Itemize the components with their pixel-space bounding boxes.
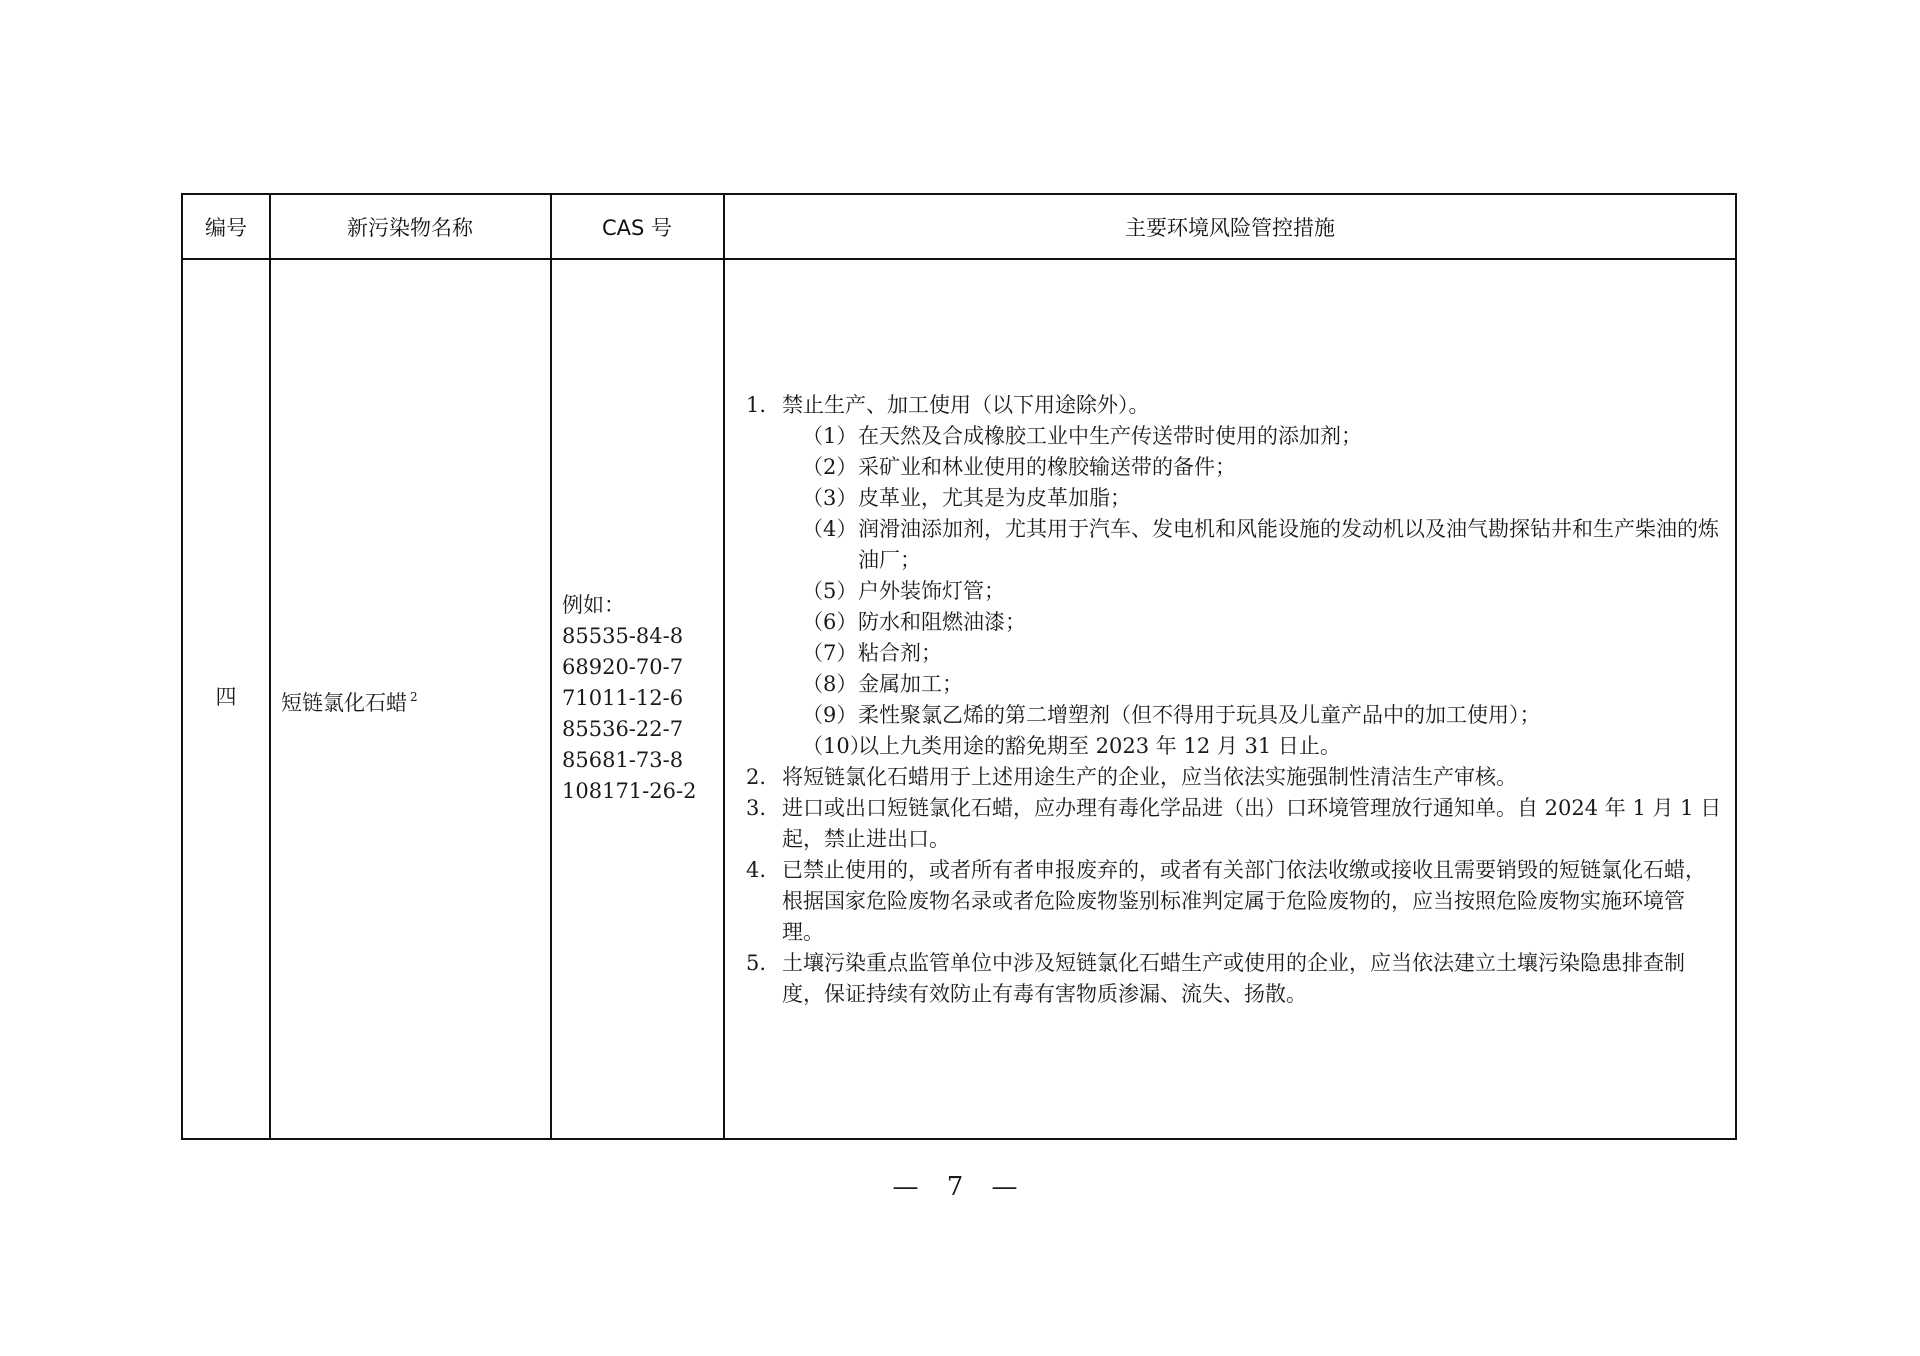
measure-text: 土壤污染重点监管单位中涉及短链氯化石蜡生产或使用的企业，应当依法建立土壤污染隐患排查制度，保证持续有效防止有毒有害物质渗漏、流失、扬散。	[782, 951, 1685, 1006]
header-risk-measures: 主要环境风险管控措施	[1125, 215, 1335, 240]
sub-measure-text: 柔性聚氯乙烯的第二增塑剂（但不得用于玩具及儿童产品中的加工使用）；	[858, 703, 1541, 727]
cas-number: 85681-73-8	[562, 748, 684, 772]
measure-number: 3.	[746, 796, 767, 820]
measure-number: 5.	[746, 951, 767, 975]
measure-text: 将短链氯化石蜡用于上述用途生产的企业，应当依法实施强制性清洁生产审核。	[782, 765, 1517, 789]
sub-measure-item	[746, 514, 1726, 576]
row-number: 四	[215, 685, 237, 709]
measure-text: 进口或出口短链氯化石蜡，应办理有毒化学品进（出）口环境管理放行通知单。自 2024 年 1 月 1 日起，禁止进出口。	[782, 796, 1722, 851]
cas-intro: 例如：	[562, 593, 625, 617]
sub-measure-text: 润滑油添加剂，尤其用于汽车、发电机和风能设施的发动机以及油气勘探钻井和生产柴油的炼油厂；	[858, 517, 1719, 572]
measure-item	[746, 855, 1726, 948]
header-cas-number: CAS 号	[601, 215, 673, 240]
pollutant-name-text: 短链氯化石蜡	[281, 691, 407, 715]
sub-measure-number: （4）	[802, 517, 858, 541]
sub-measure-number: （2）	[802, 455, 858, 479]
sub-measure-item	[746, 669, 1726, 700]
sub-measure-text: 粘合剂；	[858, 641, 942, 665]
sub-measure-number: （10）	[802, 734, 871, 758]
header-number: 编号	[205, 215, 247, 240]
column-divider	[723, 195, 725, 1138]
sub-measure-number: （1）	[802, 424, 858, 448]
cas-number: 85535-84-8	[562, 624, 684, 648]
sub-measure-text: 金属加工；	[858, 672, 963, 696]
cas-number: 71011-12-6	[562, 686, 684, 710]
sub-measure-text: 采矿业和林业使用的橡胶输送带的备件；	[858, 455, 1236, 479]
sub-measure-item	[746, 421, 1726, 452]
sub-measure-number: （9）	[802, 703, 858, 727]
footnote-marker: 2	[410, 690, 418, 704]
sub-measure-number: （7）	[802, 641, 858, 665]
pollutant-table	[181, 193, 1737, 1140]
sub-measure-item	[746, 700, 1726, 731]
cas-list	[562, 590, 696, 807]
measure-item	[746, 762, 1726, 793]
measure-text: 已禁止使用的，或者所有者申报废弃的，或者有关部门依法收缴或接收且需要销毁的短链氯化石蜡，根据国家危险废物名录或者危险废物鉴别标准判定属于危险废物的，应当按照危险废物实施环境管理。	[782, 858, 1706, 944]
sub-measure-text: 在天然及合成橡胶工业中生产传送带时使用的添加剂；	[858, 424, 1362, 448]
sub-measure-number: （3）	[802, 486, 858, 510]
measure-number: 1.	[746, 393, 767, 417]
sub-measure-item	[746, 452, 1726, 483]
measure-item	[746, 793, 1726, 855]
sub-measure-number: （8）	[802, 672, 858, 696]
column-divider	[550, 195, 552, 1138]
risk-measures	[746, 390, 1726, 1010]
pollutant-name	[281, 682, 418, 719]
column-divider	[269, 195, 271, 1138]
cas-number: 68920-70-7	[562, 655, 684, 679]
sub-measure-item	[746, 483, 1726, 514]
sub-measure-text: 以上九类用途的豁免期至 2023 年 12 月 31 日止。	[858, 734, 1341, 758]
sub-measure-item	[746, 576, 1726, 607]
measure-text: 禁止生产、加工使用（以下用途除外）。	[782, 393, 1150, 417]
sub-measure-item	[746, 731, 1726, 762]
cas-number: 108171-26-2	[562, 779, 697, 803]
header-pollutant-name: 新污染物名称	[347, 215, 473, 240]
sub-measure-text: 户外装饰灯管；	[858, 579, 1005, 603]
sub-measure-item	[746, 638, 1726, 669]
sub-measure-text: 皮革业，尤其是为皮革加脂；	[858, 486, 1131, 510]
measure-item	[746, 948, 1726, 1010]
measure-number: 4.	[746, 858, 767, 882]
sub-measure-text: 防水和阻燃油漆；	[858, 610, 1026, 634]
header-divider	[183, 258, 1735, 260]
sub-measure-number: （5）	[802, 579, 858, 603]
page-number: — 7 —	[892, 1172, 1028, 1202]
cas-number: 85536-22-7	[562, 717, 684, 741]
sub-measure-number: （6）	[802, 610, 858, 634]
measure-item	[746, 390, 1726, 421]
measure-number: 2.	[746, 765, 767, 789]
sub-measure-item	[746, 607, 1726, 638]
